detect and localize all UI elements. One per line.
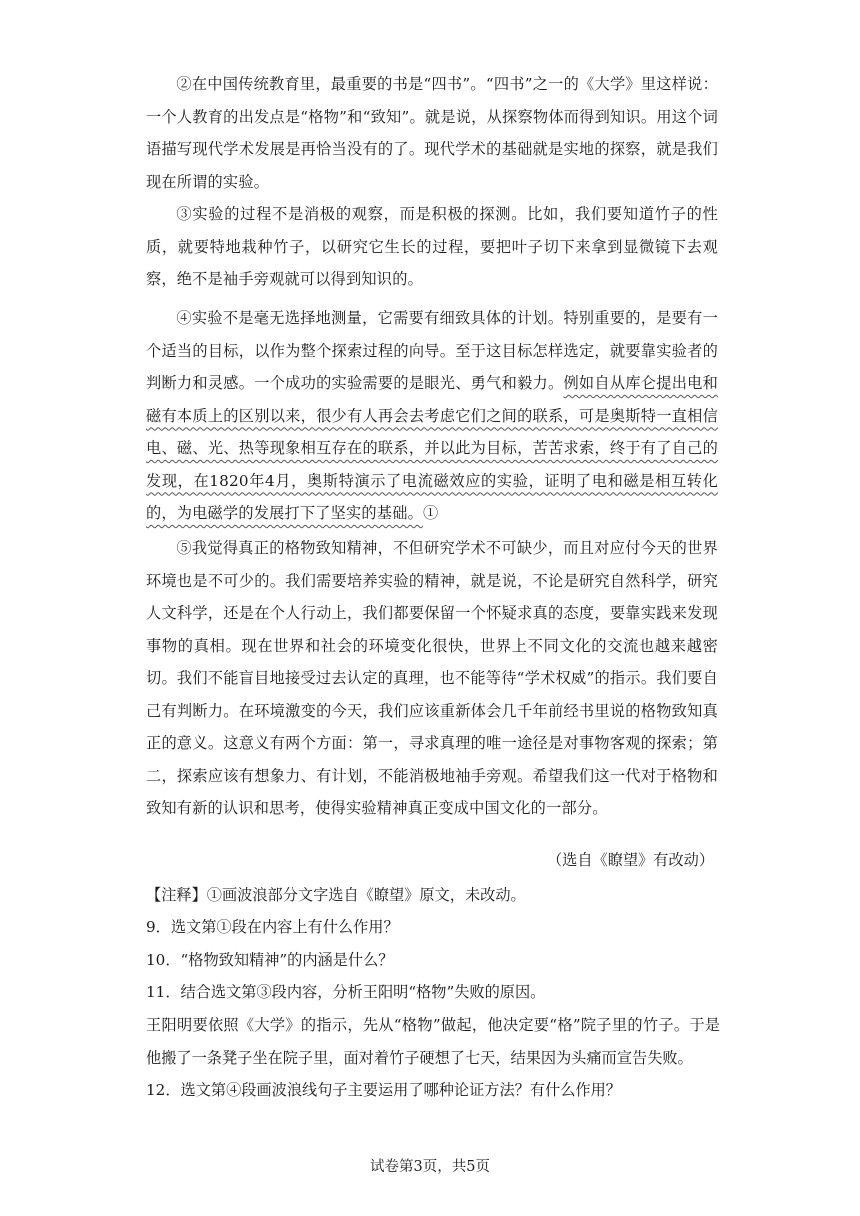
footnote-marker: ① (422, 504, 439, 522)
wavy-underlined-passage: 例如自从库仑提出电和磁有本质上的区别以来，很少有人再会去考虑它们之间的联系，可是奥斯特一直相信电、磁、光、热等现象相互存在的联系，并以此为目标，苦苦求索，终于有了自己的发现，在1820年4月，奥斯特演示了电流磁效应的实验，证明了电和磁是相互转化的，为电磁学的发展打下了坚实的基础。 (146, 374, 719, 522)
paragraph-5: ⑤我觉得真正的格物致知精神，不但研究学术不可缺少，而且对应付今天的世界环境也是不可少的。我们需要培养实验的精神，就是说，不论是研究自然科学，研究人文科学，还是在个人行动上，我们都要保留一个怀疑求真的态度，要靠实践来发现事物的真相。现在世界和社会的环境变化很快，世界上不同文化的交流也越来越密切。我们不能盲目地接受过去认定的真理，也不能等待“学术权威”的指示。我们要自己有判断力。在环境激变的今天，我们应该重新体会几千年前经书里说的格物致知真正的意义。这意义有两个方面：第一，寻求真理的唯一途径是对事物客观的探索；第二，探索应该有想象力、有计划，不能消极地袖手旁观。希望我们这一代对于格物和致知有新的认识和思考，使得实验精神真正变成中国文化的一部分。 (146, 539, 718, 817)
question-12: 12．选文第④段画波浪线句子主要运用了哪种论证方法？有什么作用？ (146, 1081, 621, 1099)
page-footer: 试卷第3页，共5页 (370, 1159, 490, 1175)
paragraph-4-text: ④实验不是毫无选择地测量，它需要有细致具体的计划。特别重要的，是要有一个适当的目标，以作为整个探索过程的向导。至于这目标怎样选定，就要靠实验者的判断力和灵感。一个成功的实验需要的是眼光、勇气和毅力。 (146, 309, 718, 392)
question-11: 11．结合选文第③段内容，分析王阳明“格物”失败的原因。 (146, 983, 546, 1001)
annotation-note: 【注释】①画波浪部分文字选自《瞭望》原文，未改动。 (146, 886, 526, 904)
source-citation: （选自《瞭望》有改动） (546, 851, 714, 869)
question-10: 10．“格物致知精神”的内涵是什么？ (146, 951, 394, 969)
question-9: 9．选文第①段在内容上有什么作用？ (146, 918, 399, 936)
paragraph-3: ③实验的过程不是消极的观察，而是积极的探测。比如，我们要知道竹子的性质，就要特地栽种竹子，以研究它生长的过程，要把叶子切下来拿到显微镜下去观察，绝不是袖手旁观就可以得到知识的。 (146, 205, 718, 288)
question-11-material: 王阳明要依照《大学》的指示，先从“格物”做起，他决定要“格”院子里的竹子。于是他搬了一条凳子坐在院子里，面对着竹子硬想了七天，结果因为头痛而宣告失败。 (146, 1016, 720, 1067)
paragraph-4 (146, 302, 718, 530)
paragraph-2: ②在中国传统教育里，最重要的书是“四书”。“四书”之一的《大学》里这样说：一个人教育的出发点是“格物”和“致知”。就是说，从探察物体而得到知识。用这个词语描写现代学术发展是再恰当没有的了。现代学术的基础就是实地的探察，就是我们现在所谓的实验。 (146, 75, 718, 191)
